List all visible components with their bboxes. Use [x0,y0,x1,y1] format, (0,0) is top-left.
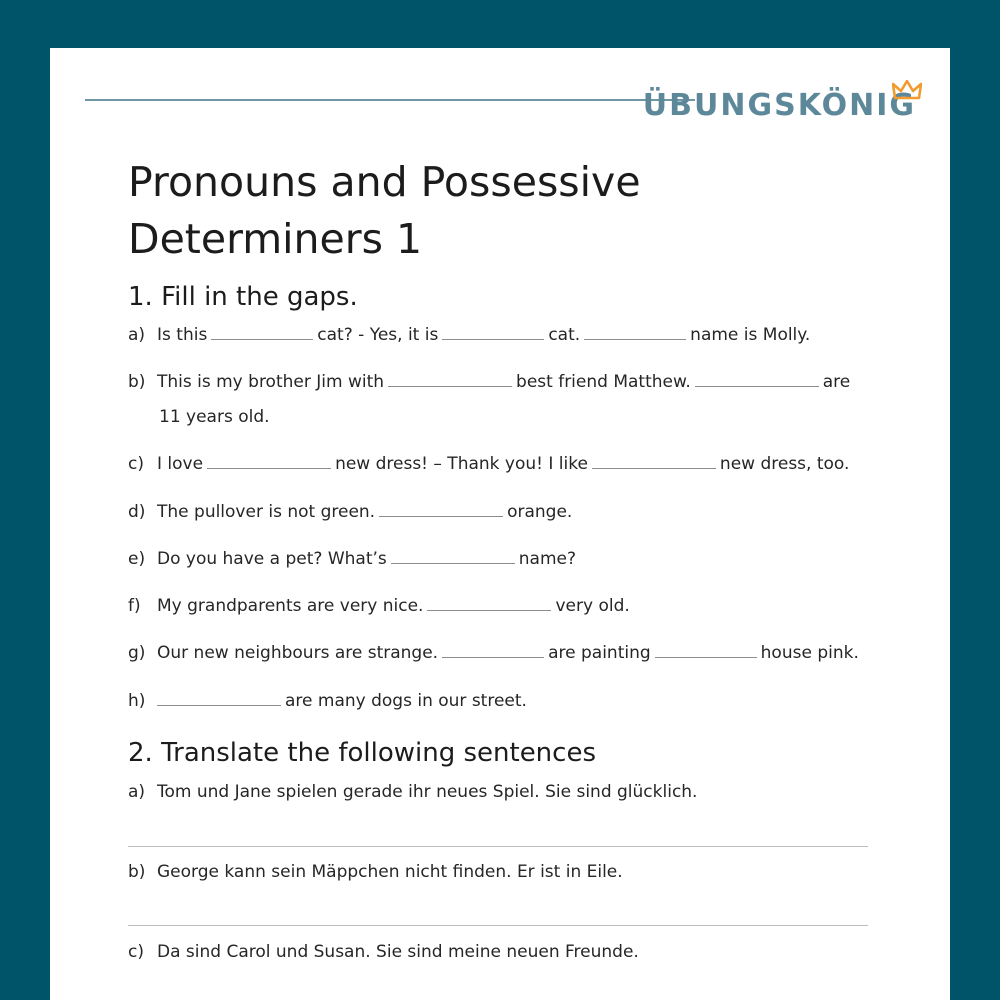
item-letter: d) [128,502,146,522]
blank-gap[interactable] [207,450,331,469]
logo-text: ÜBUNGSKÖNIG [642,88,916,123]
section-2-heading: 2. Translate the following sentences [128,738,596,768]
item-text: are many dogs in our street. [285,691,527,711]
item-text: Da sind Carol und Susan. Sie sind meine neuen Freunde. [157,942,639,962]
item-text: name? [518,549,576,569]
exercise-item-f [128,588,888,624]
item-letter: b) [128,862,146,882]
answer-line[interactable] [128,925,868,926]
blank-gap[interactable] [655,639,757,658]
blank-gap[interactable] [695,368,819,387]
item-text: Tom und Jane spielen gerade ihr neues Spiel. Sie sind glücklich. [157,782,698,802]
crown-icon [892,80,922,100]
item-text: Our new neighbours are strange. [157,643,439,663]
item-text: My grandparents are very nice. [157,596,424,616]
item-letter: f) [128,596,141,616]
exercise-item-g [128,635,888,671]
item-text: are painting [548,643,651,663]
exercise-item-c [128,446,888,482]
worksheet-page [50,48,950,1000]
title-line-2: Determiners 1 [128,215,423,263]
item-text: The pullover is not green. [157,502,376,522]
answer-line[interactable] [128,846,868,847]
blank-gap[interactable] [211,321,313,340]
exercise-item-h [128,683,888,719]
item-text: Is this [157,325,208,345]
translate-item-b [128,854,888,890]
item-text: house pink. [760,643,859,663]
item-text: orange. [507,502,573,522]
item-text: cat. [548,325,581,345]
blank-gap[interactable] [157,687,281,706]
brand-logo [642,86,920,132]
item-letter: g) [128,643,146,663]
blank-gap[interactable] [442,639,544,658]
item-text: very old. [555,596,630,616]
blank-gap[interactable] [592,450,716,469]
item-text: name is Molly. [690,325,811,345]
blank-gap[interactable] [427,592,551,611]
header-rule [85,99,695,101]
blank-gap[interactable] [584,321,686,340]
item-text: George kann sein Mäppchen nicht finden. Er ist in Eile. [157,862,623,882]
item-text: new dress! – Thank you! I like [335,454,588,474]
item-text: cat? - Yes, it is [317,325,439,345]
item-text: This is my brother Jim with [157,372,385,392]
item-text: new dress, too. [719,454,850,474]
page-title [128,154,828,268]
item-letter: c) [128,942,144,962]
exercise-item-a [128,317,888,353]
item-b-continuation: 11 years old. [159,407,270,427]
item-letter: c) [128,454,144,474]
title-line-1: Pronouns and Possessive [128,158,641,206]
exercise-item-d [128,494,888,530]
translate-item-c [128,934,888,970]
item-text: I love [157,454,204,474]
item-text: Do you have a pet? What’s [157,549,387,569]
item-text: are [822,372,851,392]
item-letter: h) [128,691,146,711]
item-text: best friend Matthew. [516,372,691,392]
exercise-item-e [128,541,888,577]
item-letter: e) [128,549,146,569]
blank-gap[interactable] [379,498,503,517]
exercise-item-b [128,364,888,400]
blank-gap[interactable] [391,545,515,564]
translate-item-a [128,774,888,810]
item-letter: b) [128,372,146,392]
item-letter: a) [128,782,146,802]
blank-gap[interactable] [388,368,512,387]
blank-gap[interactable] [442,321,544,340]
section-1-heading: 1. Fill in the gaps. [128,282,358,312]
item-letter: a) [128,325,146,345]
